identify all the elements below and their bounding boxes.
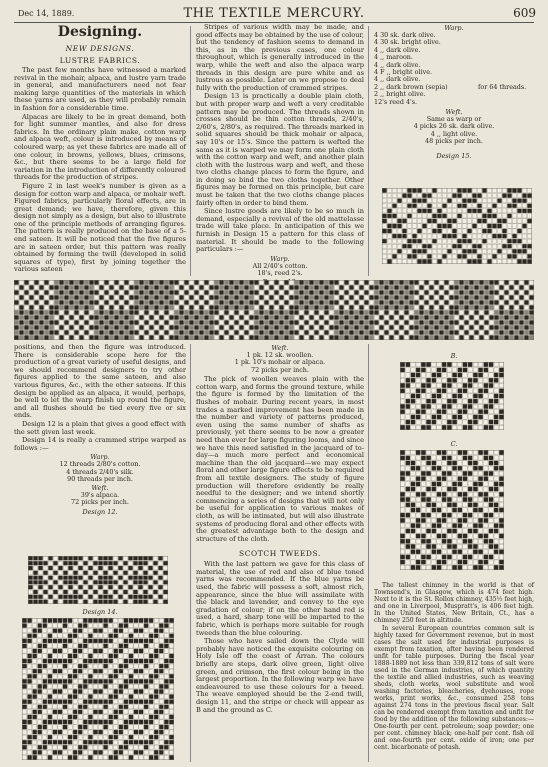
paragraph: Design 14 is really a crammed stripe warped as follows :— [14,436,186,452]
scotch-tweeds-heading: SCOTCH TWEEDS. [238,549,322,559]
design-b-weave-diagram [400,362,504,430]
weft-line: 4 picks 26 sk. dark olive. [413,122,495,131]
design-15-caption: Design 15. [436,151,472,160]
weft-heading: Weft. [91,483,109,492]
column-3-top [374,24,534,160]
warp-line: 18's, reed 2's. [257,269,303,278]
column-divider [368,26,369,276]
design-15-weave-diagram [382,188,532,264]
paragraph: The past few months have witnessed a marked revival in the mohair, alpaca, and lustre yarn trade in general, and manufacturers need not fear making large quantities of the materials in which these yarns are used, as they will probably remain in fashion for a considerable time. [14,66,186,112]
column-divider [368,344,369,762]
article-title: Designing. [57,24,143,40]
warp-total: for 64 threads. [478,83,527,91]
design-13-weave-diagram [14,280,534,340]
design-12-weave-diagram [28,556,168,604]
paragraph: Those who have sailed down the Clyde will probably have noticed the exquisite colouring on Holy Isle off the coast of Arran. The colours briefly are steps, dark olive green, light olive green, and crimson, the first colour being in the largest proportion. In the following warp we have endeavoured to use these colours for a tweed. The weave employed should be the 2-end twill, design 11, and the stripe or check will appear as B and the ground as C. [196,637,364,714]
column-text [196,376,364,543]
warp-details [196,263,364,278]
warp-row: 4 ,, maroon. [374,53,413,62]
warp-row: 4 30 sk. dark olive. [374,31,436,39]
weft-line: 72 picks per inch. [251,365,309,374]
paragraph: positions, and then the figure was introduced. There is considerable scope here for the production of a great variety of useful designs, and we should recommend designers to try other figures applied to the same sateen, and also various figures, &c., with the other sateens. If this design be applied as an alpaca, it would, perhaps, be well to let the warp finish up round the figure, and all flushes should be tied every five or six ends. [14,343,186,420]
column-text [196,24,364,254]
weft-line: 4 ,, light olive. [430,129,478,138]
weft-details [196,352,364,374]
column-3-bottom [374,582,534,752]
column-text [374,582,534,751]
paragraph: Design 12 is a plain that gives a good effect with the sett given last week. [14,419,186,436]
weft-line: 1 pk. 12 sk. woollen. [246,351,314,359]
weft-details [374,116,534,146]
warp-line: 4 threads 2/40's silk. [66,467,134,476]
warp-heading: Warp. [90,453,110,462]
weft-line: 39's alpaca. [80,490,120,499]
warp-row: 4 30 sk. bright olive. [374,38,441,47]
warp-row: 4 ,, dark olive. [374,45,421,54]
column-2-top [196,24,364,286]
design-c-weave-diagram [400,450,504,570]
warp-line: 90 threads per inch. [67,475,133,484]
column-2-bottom [196,344,364,715]
weft-heading: Weft. [271,344,289,352]
warp-row: 4 ,, dark olive. [374,60,421,69]
paragraph: Design 13 is practically a double plain cloth, but with proper warp and weft a very creditable pattern may be produced. The threads shown in crosses should be thin cotton threads, 2/40's, 2/60's, 2/80's, as required. The threads marked in solid squares should be thick mohair or alpaca, say 10's or 15's. Since the pattern is wefted the same as it is warped we may form one plain cloth with the cotton warp and weft, and another plain cloth with the lustrous warp and weft, and these two cloths change places to form the figure, and in doing so bind the two cloths together. Other figures may be formed on this principle, but care must be taken that the two cloths change places fairly often in order to bind them. [196,92,364,207]
journal-title: THE TEXTILE MERCURY. [183,6,365,21]
weft-line: Same as warp or [426,115,482,124]
page-number: 609 [513,6,536,20]
paragraph: Alpacas are likely to be in great demand, both for light summer mantles, and also for dress fabrics. In the ordinary plain make, cotton warp and alpaca weft, colour is introduced by means of coloured warp; as yet these fabrics are made all of one colour, in browns, yellows, blues, crimsons, &c., but there seems to be a large field for variation in the introduction of differently coloured threads for the production of stripes. [14,112,186,182]
paragraph: With the last pattern we gave for this class of material, the use of red and also of blue toned yarns was recommended. If the blue yarns be used, the fabric will possess a soft, almost rich, appearance, since the blue will assimilate with the black and lavender, and convey to the eye gradation of colour; if on the other hand red is used, a hard, sharp tone will be imparted to the fabric, which is perhaps more suitable for rough tweeds than the blue colouring. [196,560,364,637]
paragraph: Figure 2 in last week's number is given as a design for cotton warp and alpaca, or mohair weft. Figured fabrics, particularly floral effects, are in great demand; we have, therefore, given this design not simply as a design, but also to illustrate one of the principle methods of arranging figures. The pattern is really produced on the base of a 5-end sateen. It will be noticed that the five figures are in sateen order, but this pattern was really obtained by forming the twill (developed in solid squares of type), first by joining together the various sateen [14,181,186,274]
issue-date: Dec 14, 1889. [18,9,75,18]
paragraph: Since lustre goods are likely to be so much in demand, especially a revival of the old mattelasse trade will take place. In anticipation of this we furnish in Design 15 a pattern for this class of material. It should be made to the following particulars :— [196,207,364,254]
design-14-weave-diagram [22,618,174,760]
column-1-bottom [14,344,186,516]
paragraph: Stripes of various width may be made, and good effects may be obtained by the use of colour, but the tendency of fashion seems to demand in this, as in the previous cases, one colour throughout, which is generally introduced in the warp, while the weft and also the alpaca warp threads in this design are pure white and as lustrous as possible. Later on we propose to deal fully with the production of crammed stripes. [196,23,364,92]
column-text [196,561,364,714]
warp-row: 4 F ,, bright olive. [374,68,433,77]
warp-row: 2 ,, bright olive. [374,90,426,99]
design-12-caption: Design 12. [82,508,118,517]
design-14-caption: Design 14. [82,608,118,616]
warp-table [374,32,534,106]
subsection-heading: LUSTRE FABRICS. [59,56,141,65]
weft-details [14,492,186,507]
weft-line: 48 picks per inch. [425,137,483,146]
weft-line: 72 picks per inch. [71,497,129,506]
paragraph: In several European countries common salt is highly taxed for Government revenue, but in most cases the salt used for industrial purposes is exempt from taxation, after having been rendered unfit for table purposes. During the fiscal year 1888-1889 not less than 339,812 tons of salt were used in the German industries, of which quantity the textile and allied industries, such as weaving sheds, cloth works, wool substitute and wool washing factories, bleacheries, dyehouses, rope works, print works, &c., consumed 258 tons against 274 tons in the previous fiscal year. Salt can be rendered exempt from taxation and unfit for food by the addition of the following substances:—One-fourth per cent. petroleum; soap powder; one per cent. chimney black; one-half per cent. fish oil and one-fourth per cent. oxide of iron; one per cent. bicarbonate of potash. [374,625,534,751]
section-heading: NEW DESIGNS. [65,44,135,53]
column-divider [190,344,191,762]
warp-row: 12's reed 4's. [374,97,418,106]
weft-line: 1 pk. 10's mohair or alpaca. [234,358,326,367]
column-text [14,67,186,274]
paragraph: The tallest chimney in the world is that of Townsend's, in Glasgow, which is 474 feet high. Next to it is the St. Rollox chimney, 435½ feet high, and one in Liverpool, Muspratt's, is 406 feet high. In the United States, New Britain, Ct., has a chimney 250 feet in altitude. [374,582,534,624]
column-text [14,344,186,452]
warp-line: All 2/40's cotton. [252,261,308,270]
design-b-caption: B. [450,352,458,360]
design-c-caption: C. [450,440,458,448]
warp-row: 4 ,, dark olive. [374,75,421,84]
column-divider [190,26,191,276]
warp-details [14,461,186,483]
warp-row: 2 ,, dark brown (sepia) [374,82,448,91]
column-1-top [14,24,186,275]
paragraph: The pick of woollen weaves plain with the cotton warp, and forms the ground texture, while the figure is formed by the limitation of the flushes of mohair. During recent years, in most trades a marked improvement has been made in the number and variety of patterns produced, even using the same number of shafts as previously, yet there seems to be now a greater need than ever for large figuring looms, and since we have this need satisfied in the jacquard of to-day—a much more perfect and economical machine than the old jacquard—we may expect floral and other large figure effects to be required from all textile designers. The study of figure production will therefore evidently be really needful to the designer; and we intend shortly commencing a series of designs that will not only be useful for application to various makes of cloth, as will be intimated, but will also illustrate systems of producing floral and other effects with the greatest advantage both to the design and structure of the cloth. [196,375,364,543]
warp-line: 12 threads 2/80's cotton. [59,460,141,469]
weft-heading: Weft. [445,108,463,117]
warp-heading: Warp. [444,24,464,32]
warp-heading: Warp. [270,254,290,263]
